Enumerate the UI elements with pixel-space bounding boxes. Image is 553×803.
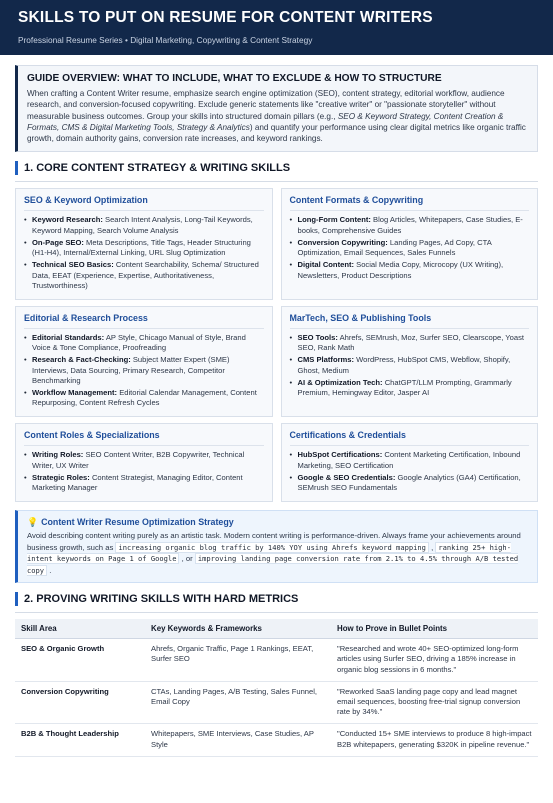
tip-text-part: , [428, 542, 436, 552]
skill-list-item [290, 215, 530, 235]
skill-label: On-Page SEO: [32, 237, 84, 247]
divider [15, 181, 538, 182]
skill-list [24, 215, 264, 290]
table-column-header: How to Prove in Bullet Points [331, 619, 538, 639]
skill-card-title: Certifications & Credentials [290, 430, 530, 446]
skill-label: Writing Roles: [32, 450, 84, 460]
skill-detail: Subject Matter Expert (SME) Interviews, Data Sourcing, Primary Research, Competitor Benchmarking [32, 355, 230, 385]
table-header-row [15, 619, 538, 639]
proof-cell: "Conducted 15+ SME interviews to produce 8 high-impact B2B whitepapers, generating $320K in pipeline revenue." [331, 724, 538, 756]
tip-example-code: increasing organic blog traffic by 140% YOY using Ahrefs keyword mapping [115, 542, 429, 553]
skill-card [281, 306, 539, 417]
skill-card-title: SEO & Keyword Optimization [24, 195, 264, 211]
tip-text-part: Avoid describing content writing purely as an artistic task. Modern content writing is performance-driven. Always frame your achievements around business growth, such as [27, 531, 521, 552]
skill-label: AI & Optimization Tech: [297, 377, 383, 387]
section-1-heading [15, 161, 538, 175]
tip-title-text: Content Writer Resume Optimization Strategy [41, 517, 234, 528]
skill-detail: ChatGPT/LLM Prompting, Grammarly Premium, Hemingway Editor, Jasper AI [297, 377, 512, 397]
table-row [15, 724, 538, 756]
skill-label: Keyword Research: [32, 215, 103, 225]
skill-detail: Ahrefs, SEMrush, Moz, Surfer SEO, Clearscope, Yoast SEO, Rank Math [297, 332, 525, 353]
skill-label: Google & SEO Credentials: [297, 472, 396, 482]
overview-text-part: ) and quantify your performance using clear digital metrics like organic traffic growth, domain authority gains, conversion rate increases, and keyword rankings. [27, 122, 526, 144]
tip-text-part: . [47, 565, 52, 575]
keywords-cell: CTAs, Landing Pages, A/B Testing, Sales Funnel, Email Copy [145, 681, 331, 724]
skill-label: Research & Fact-Checking: [32, 355, 131, 365]
skill-list-item [24, 215, 264, 235]
skill-list [24, 450, 264, 493]
tip-text-part: , or [179, 554, 195, 564]
skill-list-item [24, 238, 264, 258]
skill-detail: Content Searchability, Schema/ Structured Data, EEAT (Experience, Expertise, Authoritativeness, Trustworthiness) [32, 260, 259, 290]
lightbulb-icon: 💡 [27, 517, 39, 528]
skill-area-cell: B2B & Thought Leadership [15, 724, 145, 756]
skill-label: Digital Content: [297, 260, 355, 270]
overview-title: GUIDE OVERVIEW: WHAT TO INCLUDE, WHAT TO EXCLUDE & HOW TO STRUCTURE [27, 73, 442, 84]
skill-detail: WordPress, HubSpot CMS, Webflow, Shopify, Ghost, Medium [297, 355, 511, 375]
skill-area-cell: SEO & Organic Growth [15, 639, 145, 682]
skill-card [15, 306, 273, 417]
skill-list-item [24, 355, 264, 386]
skill-detail: Search Intent Analysis, Long-Tail Keywords, Keyword Mapping, Search Volume Analysis [32, 215, 253, 235]
overview-text [27, 88, 528, 144]
overview-pillars: SEO & Keyword Strategy, Content Creation & Formats, CMS & Digital Marketing Tools, Strategy & Analytics [27, 111, 504, 132]
skill-list-item [290, 355, 530, 375]
skill-list [290, 450, 530, 493]
page-header [0, 0, 553, 55]
guide-overview [15, 65, 538, 152]
skill-card-title: Editorial & Research Process [24, 313, 264, 329]
table-row [15, 639, 538, 682]
divider [15, 612, 538, 613]
skill-list-item [290, 238, 530, 258]
skill-detail: Editorial Calendar Management, Content Repurposing, Content Refresh Cycles [32, 387, 257, 408]
main-content [0, 55, 553, 757]
overview-text-part: When crafting a Content Writer resume, emphasize search engine optimization (SEO), content strategy, editorial workflow, audience research, and conversion-focused copywriting. Exclude generic statements like "creative writer" or "passionate storyteller" without measurable business outcomes. Group your skills into structured domain pillars (e.g., [27, 89, 505, 121]
optimization-tip [15, 510, 538, 583]
skill-list [290, 215, 530, 280]
skill-list [24, 333, 264, 408]
skill-label: Strategic Roles: [32, 472, 90, 482]
skill-area-cell: Conversion Copywriting [15, 681, 145, 724]
skill-detail: Social Media Copy, Microcopy (UX Writing), Newsletters, Product Descriptions [297, 260, 504, 280]
skill-label: Conversion Copywriting: [297, 237, 388, 247]
skill-card [281, 423, 539, 502]
metrics-table-body [15, 639, 538, 757]
skill-label: CMS Platforms: [297, 355, 355, 365]
skills-card-grid [15, 188, 538, 502]
skill-list-item [24, 333, 264, 353]
skill-card-title: Content Roles & Specializations [24, 430, 264, 446]
page-title: SKILLS TO PUT ON RESUME FOR CONTENT WRITERS [18, 9, 433, 26]
table-column-header: Skill Area [15, 619, 145, 639]
skill-card [15, 188, 273, 299]
tip-example-code: ranking 25+ high-intent keywords on Page 1 of Google [27, 542, 511, 564]
metrics-table [15, 619, 538, 757]
skill-list-item [290, 333, 530, 353]
skill-card-title: Content Formats & Copywriting [290, 195, 530, 211]
tip-example-code: improving landing page conversion rate from 2.1% to 4.5% through A/B tested copy [27, 554, 519, 575]
skill-label: Editorial Standards: [32, 332, 105, 342]
skill-list [290, 333, 530, 398]
section-2-title: 2. PROVING WRITING SKILLS WITH HARD METRICS [24, 593, 299, 606]
section-1-title: 1. CORE CONTENT STRATEGY & WRITING SKILLS [24, 162, 291, 175]
metrics-table-header [15, 619, 538, 639]
tip-text [27, 530, 528, 576]
skill-label: SEO Tools: [297, 332, 338, 342]
skill-label: Workflow Management: [32, 387, 118, 397]
skill-list-item [24, 260, 264, 291]
skill-detail: Blog Articles, Whitepapers, Case Studies, E-books, Comprehensive Guides [297, 215, 523, 235]
keywords-cell: Ahrefs, Organic Traffic, Page 1 Rankings, EEAT, Surfer SEO [145, 639, 331, 682]
skill-detail: Content Marketing Certification, Inbound Marketing, SEO Certification [297, 450, 521, 470]
skill-list-item [290, 378, 530, 398]
proof-cell: "Researched and wrote 40+ SEO-optimized long-form articles using Surfer SEO, driving a 185% increase in organic blog sessions in 6 months." [331, 639, 538, 682]
section-accent-bar [15, 592, 18, 606]
skill-list-item [24, 388, 264, 408]
skill-detail: AP Style, Chicago Manual of Style, Brand Voice & Tone Compliance, Proofreading [32, 332, 246, 353]
skill-label: HubSpot Certifications: [297, 450, 383, 460]
table-row [15, 681, 538, 724]
skill-detail: Google Analytics (GA4) Certification, SEMrush SEO Fundamentals [297, 472, 521, 492]
skill-label: Long-Form Content: [297, 215, 371, 225]
table-column-header: Key Keywords & Frameworks [145, 619, 331, 639]
proof-cell: "Reworked SaaS landing page copy and lead magnet email sequences, boosting free-trial signup conversion rate by 34%." [331, 681, 538, 724]
skill-list-item [290, 473, 530, 493]
skill-card-title: MarTech, SEO & Publishing Tools [290, 313, 530, 329]
page-subtitle: Professional Resume Series • Digital Marketing, Copywriting & Content Strategy [18, 35, 313, 45]
keywords-cell: Whitepapers, SME Interviews, Case Studies, AP Style [145, 724, 331, 756]
skill-list-item [24, 450, 264, 470]
skill-label: Technical SEO Basics: [32, 260, 114, 270]
section-2-heading [15, 592, 538, 606]
skill-list-item [290, 450, 530, 470]
skill-detail: SEO Content Writer, B2B Copywriter, Technical Writer, UX Writer [32, 450, 245, 470]
skill-detail: Content Strategist, Managing Editor, Content Marketing Manager [32, 472, 243, 492]
skill-card [15, 423, 273, 502]
section-accent-bar [15, 161, 18, 175]
skill-list-item [24, 473, 264, 493]
skill-list-item [290, 260, 530, 280]
skill-detail: Meta Descriptions, Title Tags, Header Structuring (H1-H4), Internal/External Linking, URL Slug Optimization [32, 237, 251, 258]
tip-title [27, 517, 528, 528]
skill-detail: Landing Pages, Ad Copy, CTA Optimization, Email Sequences, Sales Funnels [297, 237, 492, 258]
skill-card [281, 188, 539, 299]
